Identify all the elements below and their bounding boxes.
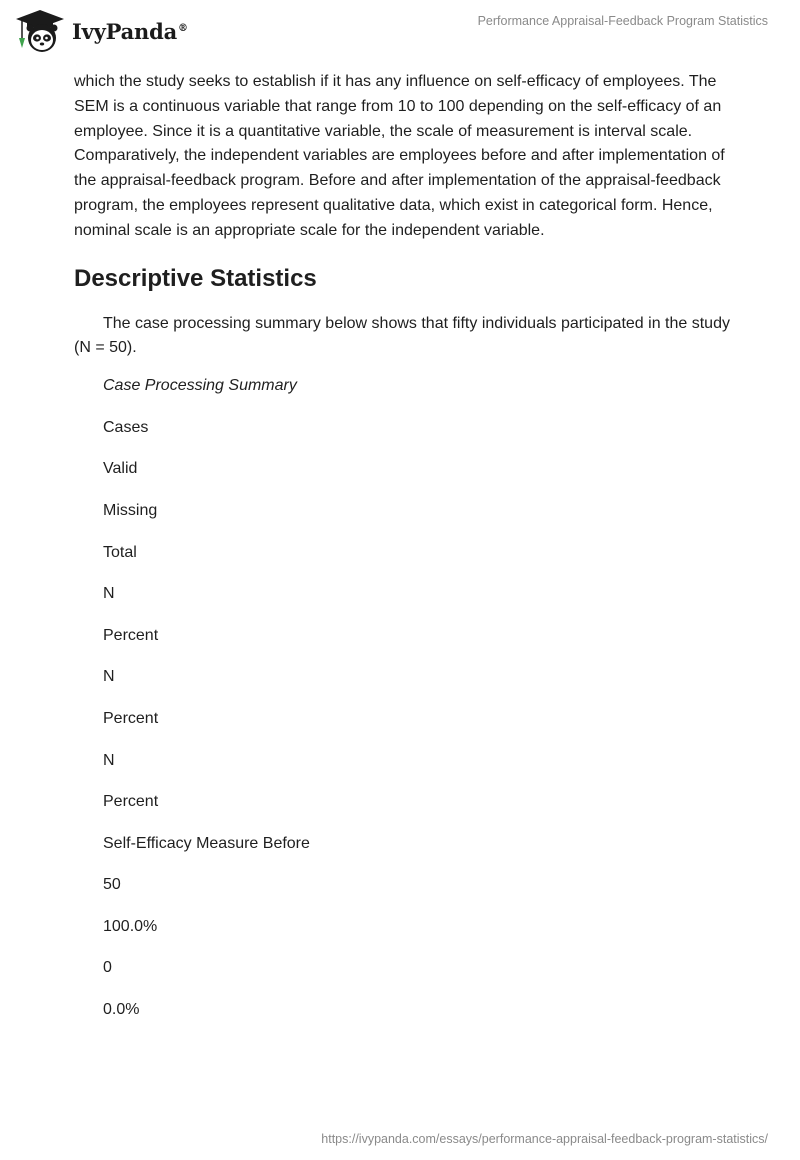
section-heading: Descriptive Statistics (74, 264, 317, 292)
document-title: Performance Appraisal-Feedback Program Statistics (477, 14, 768, 28)
table-caption: Case Processing Summary (103, 377, 297, 395)
ivypanda-logo[interactable] (14, 8, 188, 54)
table-cell-total: Total (103, 543, 137, 561)
table-cell-n: N (103, 751, 115, 769)
table-cell-value: 50 (103, 876, 121, 894)
table-cell-percent: Percent (103, 709, 159, 727)
panda-graduate-icon (14, 8, 66, 54)
page-header (0, 0, 800, 70)
case-processing-table (74, 376, 734, 1020)
table-cell-valid: Valid (103, 460, 138, 478)
table-cell-value: 100.0% (103, 917, 158, 935)
table-cell-missing: Missing (103, 501, 158, 519)
lead-paragraph: The case processing summary below shows that fifty individuals participated in the study (N = 50). (74, 314, 730, 357)
table-cell-value: 0.0% (103, 1001, 140, 1019)
table-cell-value: 0 (103, 959, 112, 977)
source-url[interactable]: https://ivypanda.com/essays/performance-appraisal-feedback-program-statistics/ (321, 1132, 768, 1146)
table-cell-cases: Cases (103, 418, 149, 436)
brand-name: IvyPanda® (72, 18, 188, 44)
table-cell-percent: Percent (103, 793, 159, 811)
table-cell-percent: Percent (103, 626, 159, 644)
table-cell-n: N (103, 585, 115, 603)
table-cell-row-label: Self-Efficacy Measure Before (103, 834, 310, 852)
intro-paragraph: which the study seeks to establish if it has any influence on self-efficacy of employees. The SEM is a continuous variable that range from 10 to 100 depending on the self-efficacy of an employee. Since it is a quantitative variable, the scale of measurement is interval scale. Comparatively, the independent variables are employees before and after implementation of the appraisal-feedback program. Before and after implementation of the appraisal-feedback program, the employees represent qualitative data, which exist in categorical form. Hence, nominal scale is an appropriate scale for the independent variable. (74, 73, 725, 239)
table-cell-n: N (103, 668, 115, 686)
essay-content (74, 70, 734, 1020)
